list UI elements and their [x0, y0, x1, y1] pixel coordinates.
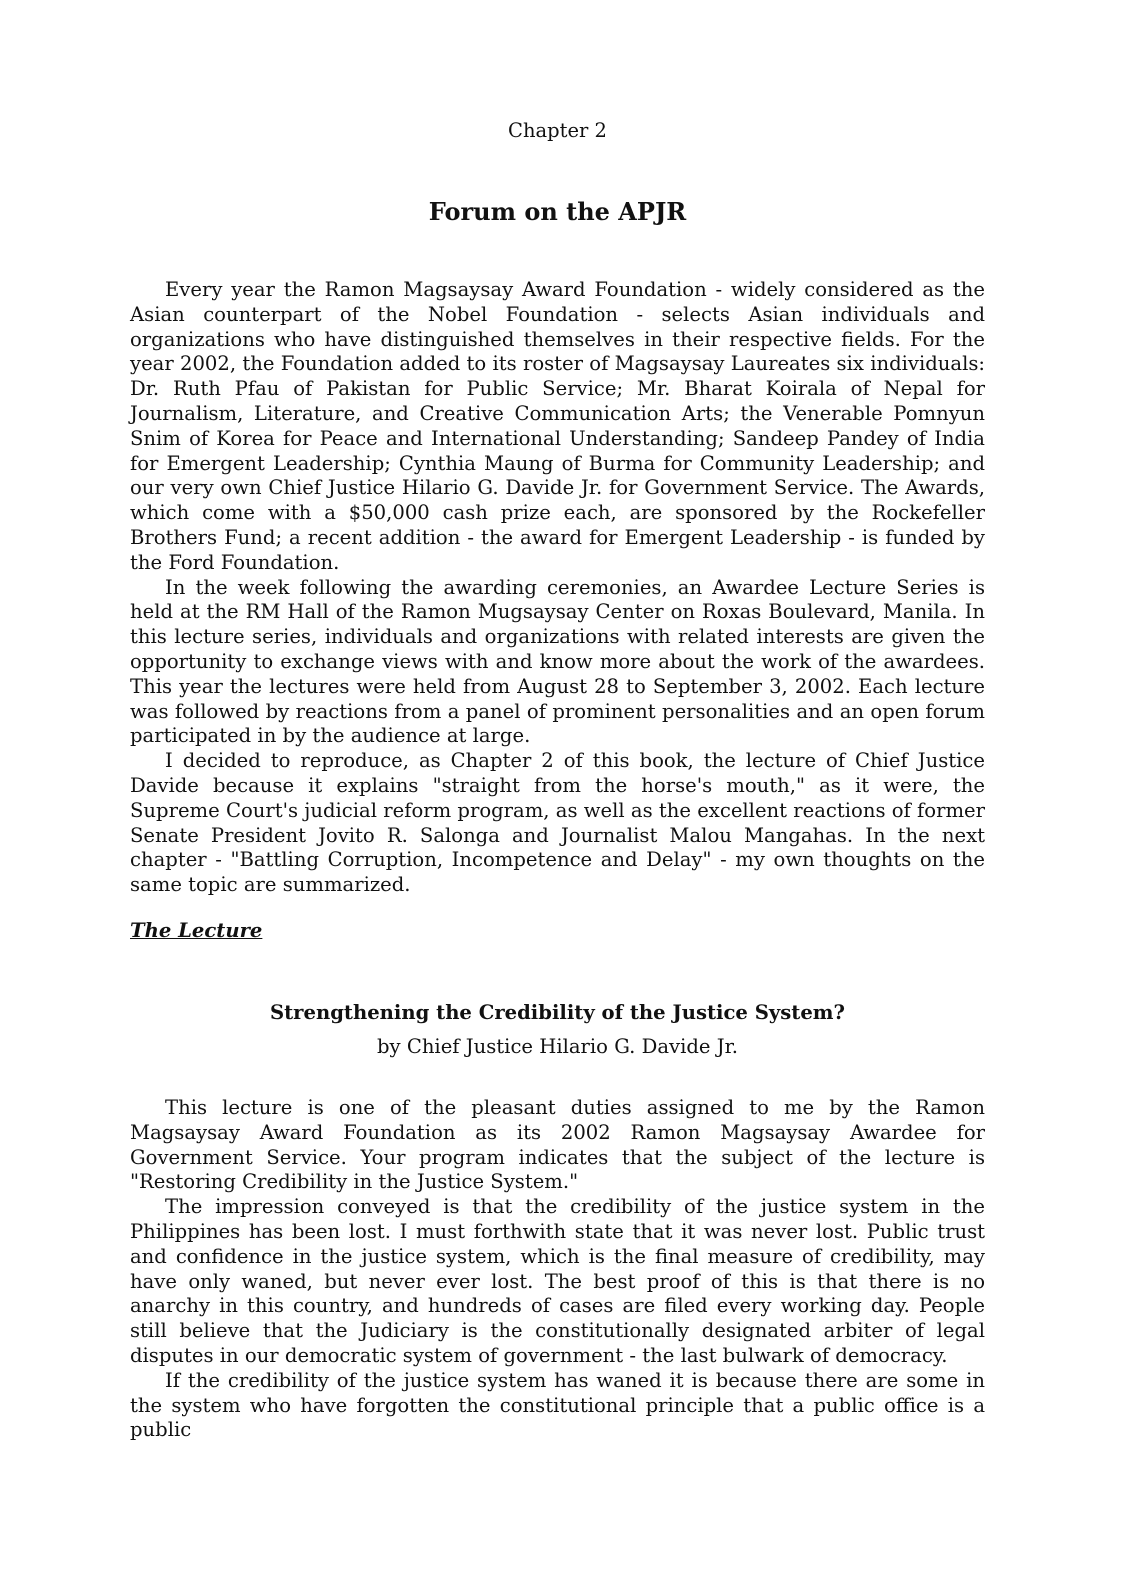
chapter-label: Chapter 2 — [508, 119, 607, 142]
intro-paragraph-3: I decided to reproduce, as Chapter 2 of this book, the lecture of Chief Justice Davide because it explains "straight from the horse's mouth," as it were, the Supreme Court's judicial reform program, as well as the excellent reactions of former Senate President Jovito R. Salonga and Journalist Malou Mangahas. In the next chapter - "Battling Corruption, Incompetence and Delay" - my own thoughts on the same topic are summarized. — [130, 749, 985, 897]
chapter-title: Forum on the APJR — [428, 197, 687, 226]
lecture-paragraph-2: The impression conveyed is that the credibility of the justice system in the Philippines has been lost. I must forthwith state that it was never lost. Public trust and confidence in the justice system, which is the final measure of credibility, may have only waned, but never ever lost. The best proof of this is that there is no anarchy in this country, and hundreds of cases are filed every working day. People still believe that the Judiciary is the constitutionally designated arbiter of legal disputes in our democratic system of government - the last bulwark of democracy. — [130, 1195, 985, 1367]
document-page — [130, 0, 985, 1584]
lecture-title: Strengthening the Credibility of the Justice System? — [269, 1001, 845, 1024]
lecture-paragraph-3: If the credibility of the justice system has waned it is because there are some in the system who have forgotten the constitutional principle that a public office is a public — [130, 1368, 985, 1442]
intro-paragraph-2: In the week following the awarding ceremonies, an Awardee Lecture Series is held at the RM Hall of the Ramon Mugsaysay Center on Roxas Boulevard, Manila. In this lecture series, individuals and organizations with related interests are given the opportunity to exchange views with and know more about the work of the awardees. This year the lectures were held from August 28 to September 3, 2002. Each lecture was followed by reactions from a panel of prominent personalities and an open forum participated in by the audience at large. — [130, 575, 985, 748]
intro-section — [130, 278, 985, 898]
intro-paragraph-1: Every year the Ramon Magsaysay Award Foundation - widely considered as the Asian counterpart of the Nobel Foundation - selects Asian individuals and organizations who have distinguished themselves in their respective fields. For the year 2002, the Foundation added to its roster of Magsaysay Laureates six individuals: Dr. Ruth Pfau of Pakistan for Public Service; Mr. Bharat Koirala of Nepal for Journalism, Literature, and Creative Communication Arts; the Venerable Pomnyun Snim of Korea for Peace and International Understanding; Sandeep Pandey of India for Emergent Leadership; Cynthia Maung of Burma for Community Leadership; and our very own Chief Justice Hilario G. Davide Jr. for Government Service. The Awards, which come with a $50,000 cash prize each, are sponsored by the Rockefeller Brothers Fund; a recent addition - the award for Emergent Leadership - is funded by the Ford Foundation. — [130, 278, 985, 574]
lecture-body — [130, 1096, 985, 1443]
lecture-paragraph-1: This lecture is one of the pleasant duties assigned to me by the Ramon Magsaysay Award Foundation as its 2002 Ramon Magsaysay Awardee for Government Service. Your program indicates that the subject of the lecture is "Restoring Credibility in the Justice System." — [130, 1096, 985, 1194]
section-heading: The Lecture — [130, 919, 263, 942]
lecture-author: by Chief Justice Hilario G. Davide Jr. — [376, 1035, 739, 1058]
